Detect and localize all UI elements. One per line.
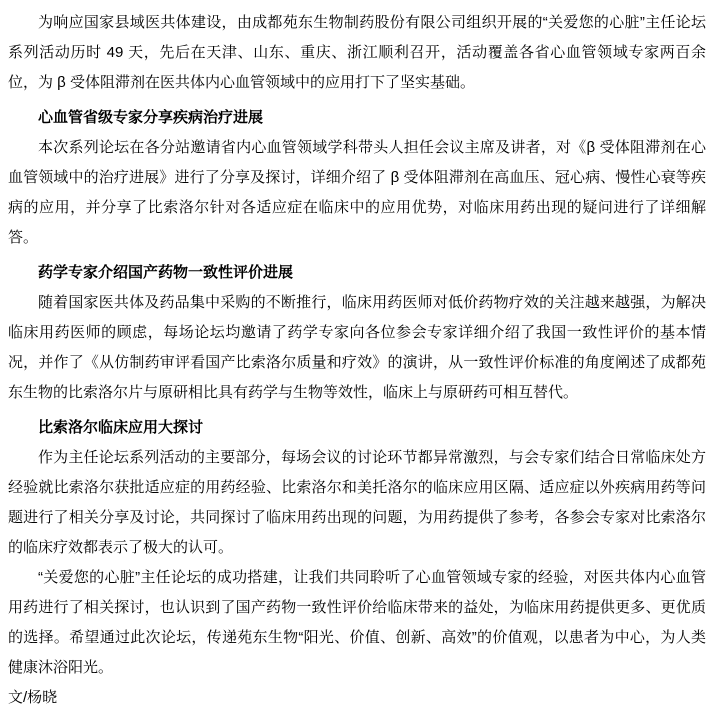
byline-author: 文/杨晓 [8,689,58,706]
section-heading-pharma-evaluation: 药学专家介绍国产药物一致性评价进展 [38,264,294,281]
paragraph-intro: 为响应国家县域医共体建设，由成都苑东生物制药股份有限公司组织开展的“关爱您的心脏”主任论坛系列活动历时 49 天，先后在天津、山东、重庆、浙江顺利召开，活动覆盖各省心血管领域专家两百余位，为 β 受体阻滞剂在医共体内心血管领域中的应用打下了坚实基础。 [8,14,706,91]
paragraph-clinical-discussion: 作为主任论坛系列活动的主要部分，每场会议的讨论环节都异常激烈，与会专家们结合日常临床处方经验就比索洛尔获批适应症的用药经验、比索洛尔和美托洛尔的临床应用区隔、适应症以外疾病用药等问题进行了相关分享及讨论，共同探讨了临床用药出现的问题，为用药提供了参考，各参会专家对比索洛尔的临床疗效都表示了极大的认可。 [8,449,706,556]
section-heading-clinical-discussion: 比索洛尔临床应用大探讨 [38,419,204,436]
paragraph-cardio-experts: 本次系列论坛在各分站邀请省内心血管领域学科带头人担任会议主席及讲者，对《β 受体阻滞剂在心血管领域中的治疗进展》进行了分享及探讨，详细介绍了 β 受体阻滞剂在高血压、冠心病、慢性心衰等疾病的应用，并分享了比索洛尔针对各适应症在临床中的应用优势，对临床用药出现的疑问进行了详细解答。 [8,139,706,246]
section-heading-cardio-experts: 心血管省级专家分享疾病治疗进展 [38,109,264,126]
paragraph-closing: “关爱您的心脏”主任论坛的成功搭建，让我们共同聆听了心血管领域专家的经验，对医共体内心血管用药进行了相关探讨，也认识到了国产药物一致性评价给临床带来的益处，为临床用药提供更多、更优质的选择。希望通过此次论坛，传递苑东生物“阳光、价值、创新、高效”的价值观，以患者为中心，为人类健康沐浴阳光。 [8,569,706,676]
paragraph-pharma-evaluation: 随着国家医共体及药品集中采购的不断推行，临床用药医师对低价药物疗效的关注越来越强，为解决临床用药医师的顾虑，每场论坛均邀请了药学专家向各位参会专家详细介绍了我国一致性评价的基本情况，并作了《从仿制药审评看国产比索洛尔质量和疗效》的演讲，从一致性评价标准的角度阐述了成都苑东生物的比索洛尔片与原研相比具有药学与生物等效性，临床上与原研药可相互替代。 [8,294,706,401]
